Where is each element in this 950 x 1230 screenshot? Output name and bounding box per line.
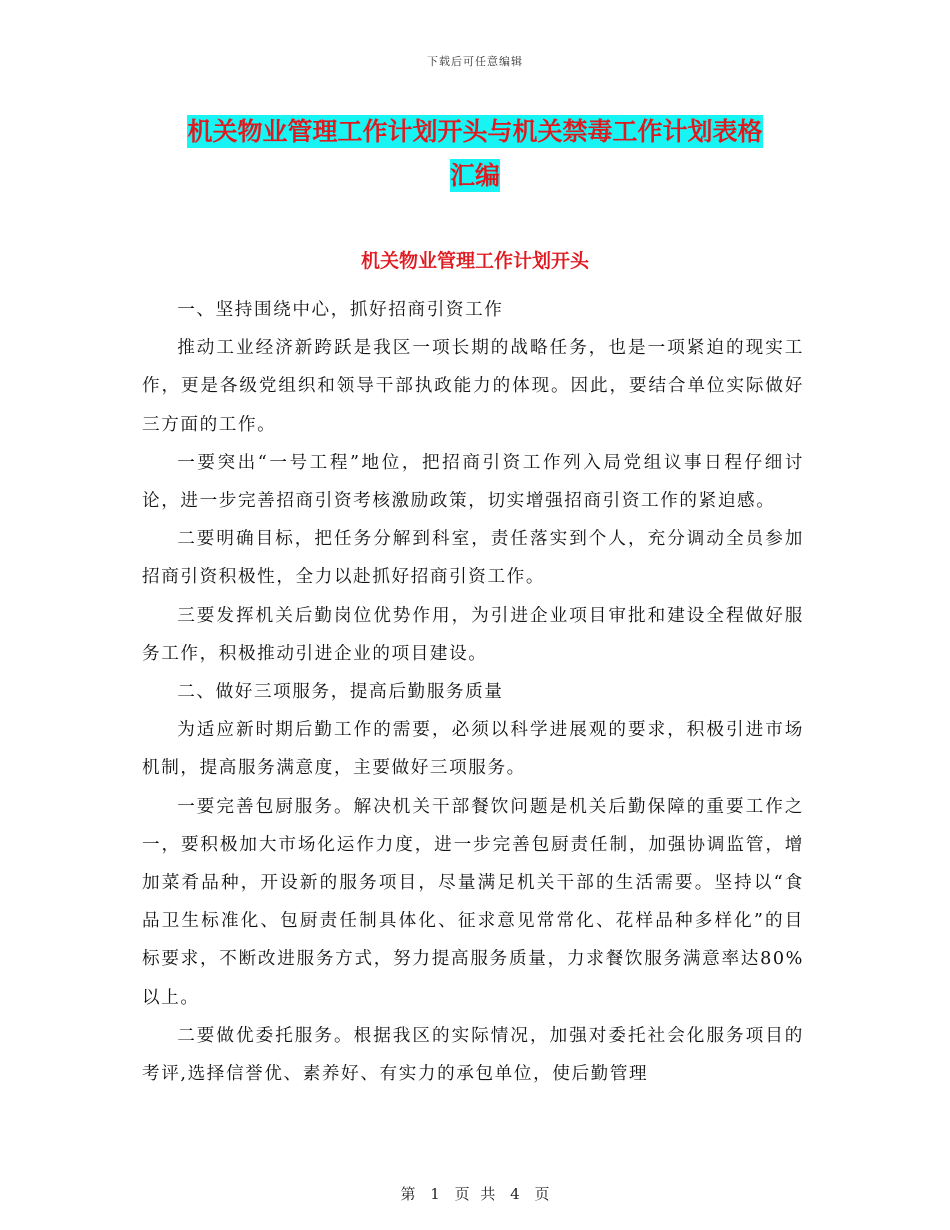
paragraph: 推动工业经济新跨跃是我区一项长期的战略任务，也是一项紧迫的现实工作，更是各级党组织和领导干部执政能力的体现。因此，要结合单位实际做好三方面的工作。 [142,338,804,435]
paragraph: 为适应新时期后勤工作的需要，必须以科学进展观的要求，积极引进市场机制，提高服务满意度，主要做好三项服务。 [142,720,804,779]
footer-page-number: 1 [430,1185,440,1203]
paragraph: 二要明确目标，把任务分解到科室，责任落实到个人，充分调动全员参加招商引资积极性，全力以赴抓好招商引资工作。 [142,529,804,588]
header-note: 下载后可任意编辑 [427,55,523,68]
paragraph: 二、做好三项服务，提高后勤服务质量 [177,682,504,703]
footer-mid: 页 共 [454,1185,496,1203]
paragraph: 三要发挥机关后勤岗位优势作用，为引进企业项目审批和建设全程做好服务工作，积极推动引进企业的项目建设。 [142,605,804,664]
footer-prefix: 第 [400,1185,416,1203]
document-title [140,110,810,198]
document-title-line-2: 汇编 [449,161,500,190]
body-text [142,291,804,1093]
section-title: 机关物业管理工作计划开头 [360,250,589,272]
paragraph: 一要完善包厨服务。解决机关干部餐饮问题是机关后勤保障的重要工作之一，要积极加大市场化运作力度，进一步完善包厨责任制，加强协调监管，增加菜肴品种，开设新的服务项目，尽量满足机关干部的生活需要。坚持以“食品卫生标准化、包厨责任制具体化、征求意见常常化、花样品种多样化”的目标要求，不断改进服务方式，努力提高服务质量，力求餐饮服务满意率达80%以上。 [142,796,804,1008]
paragraph: 一、坚持围绕中心，抓好招商引资工作 [177,300,504,320]
document-title-line-1: 机关物业管理工作计划开头与机关禁毒工作计划表格 [187,117,763,146]
paragraph: 一要突出“一号工程”地位，把招商引资工作列入局党组议事日程仔细讨论，进一步完善招商引资考核激励政策，切实增强招商引资工作的紧迫感。 [142,452,804,512]
footer-suffix: 页 [534,1185,550,1203]
page-footer [0,1183,950,1204]
paragraph: 二要做优委托服务。根据我区的实际情况，加强对委托社会化服务项目的考评,选择信誉优、素养好、有实力的承包单位，使后勤管理 [142,1025,804,1085]
footer-total-pages: 4 [510,1185,520,1203]
